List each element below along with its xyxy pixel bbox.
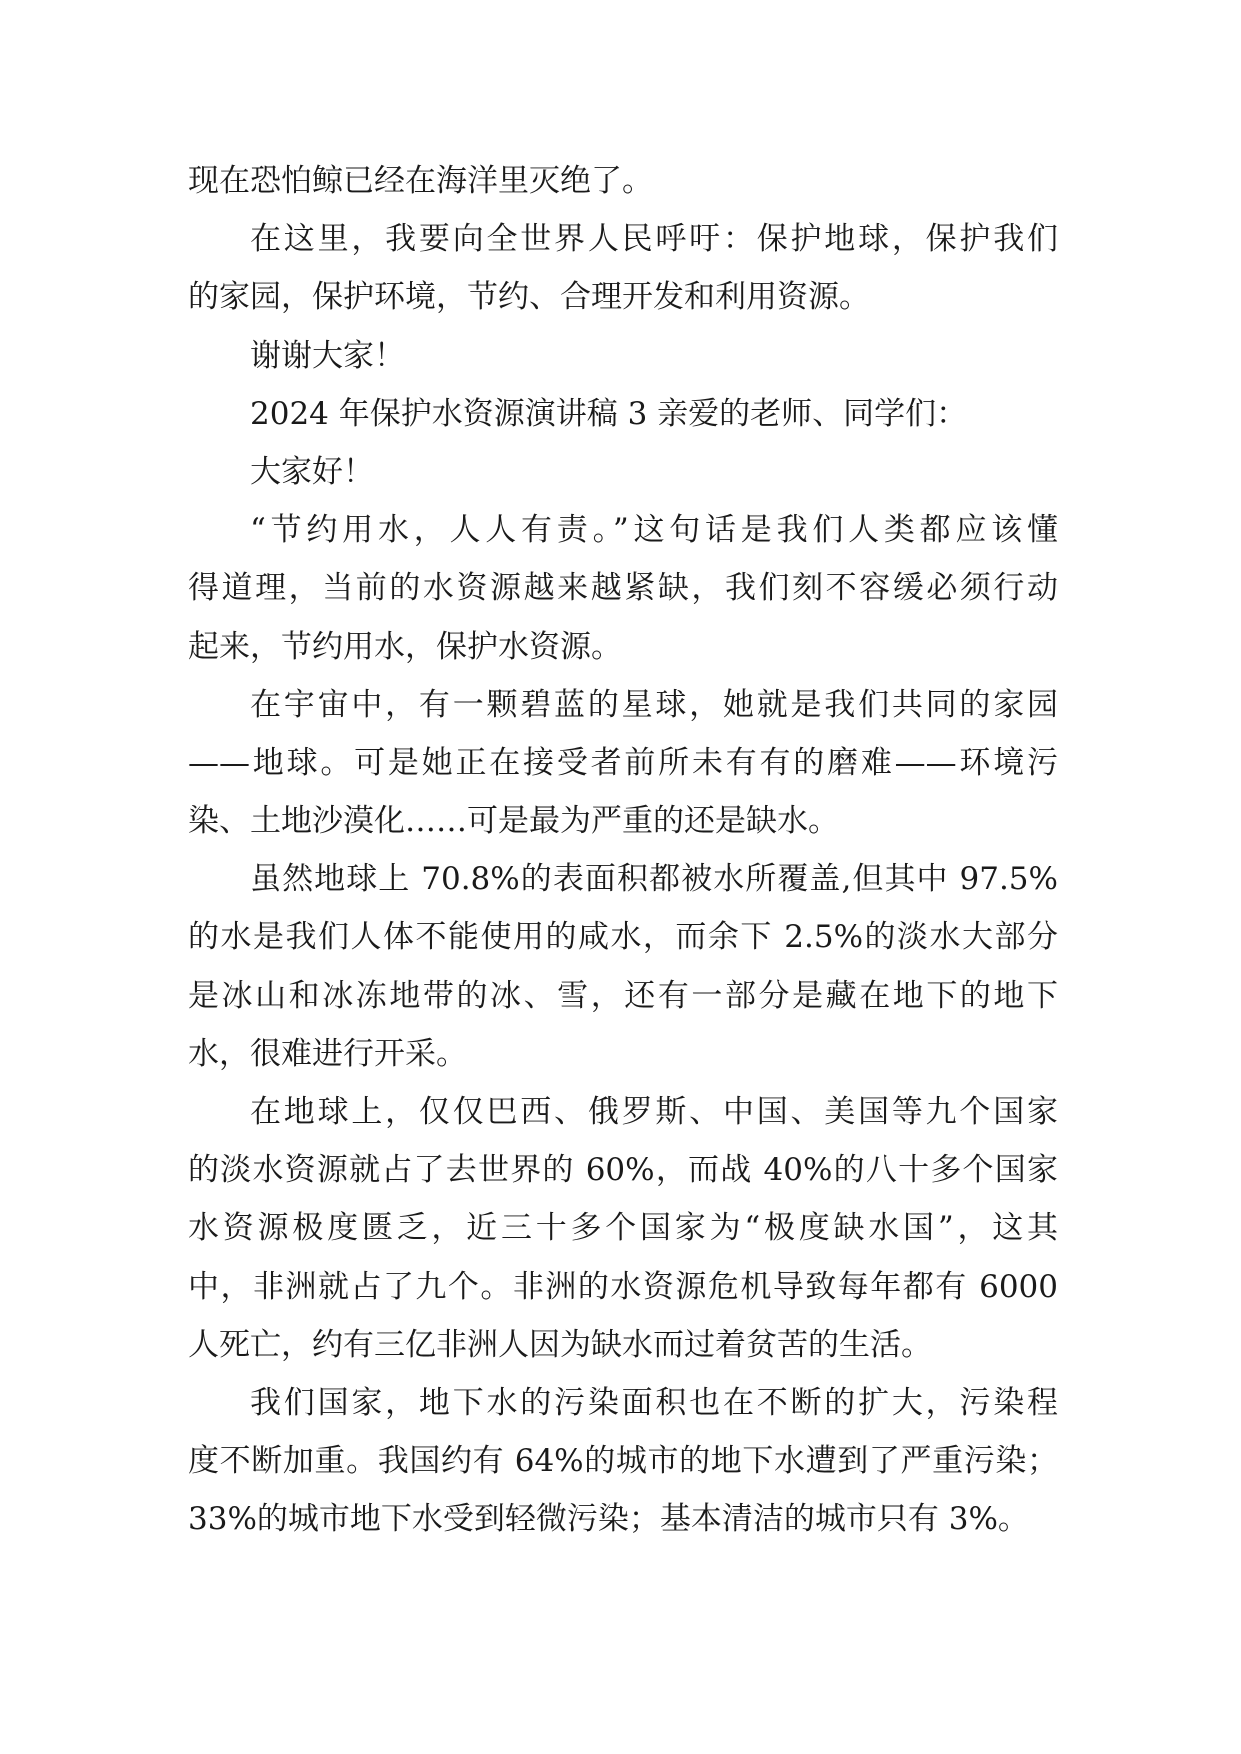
text-line: ——地球。可是她正在接受者前所未有有的磨难——环境污: [188, 744, 1058, 781]
text-line: 中，非洲就占了九个。非洲的水资源危机导致每年都有 6000: [188, 1268, 1058, 1305]
text-line: 现在恐怕鲸已经在海洋里灭绝了。: [188, 163, 653, 199]
text-line: 33%的城市地下水受到轻微污染；基本清洁的城市只有 3%。: [188, 1501, 1029, 1538]
text-line: 度不断加重。我国约有 64%的城市的地下水遭到了严重污染；: [188, 1443, 1058, 1480]
text-line: 的家园，保护环境，节约、合理开发和利用资源。: [188, 279, 870, 316]
text-line: 虽然地球上 70.8%的表面积都被水所覆盖,但其中 97.5%: [250, 861, 1058, 898]
text-line: 大家好！: [250, 453, 374, 490]
text-line: 的水是我们人体不能使用的咸水，而余下 2.5%的淡水大部分: [188, 919, 1058, 956]
text-line: 染、土地沙漠化……可是最为严重的还是缺水。: [188, 803, 839, 840]
section-heading-line: 2024 年保护水资源演讲稿 3 亲爱的老师、同学们：: [250, 395, 968, 432]
text-line: 水，很难进行开采。: [188, 1035, 467, 1072]
text-line: 水资源极度匮乏，近三十多个国家为“极度缺水国”，这其: [188, 1210, 1058, 1247]
document-body: [188, 152, 1058, 1549]
text-line: 在这里，我要向全世界人民呼吁：保护地球，保护我们: [250, 221, 1058, 258]
text-line: 的淡水资源就占了去世界的 60%，而战 40%的八十多个国家: [188, 1152, 1058, 1189]
text-line: 谢谢大家！: [250, 337, 405, 374]
text-line: “节约用水，人人有责。”这句话是我们人类都应该懂: [250, 512, 1058, 549]
text-line: 得道理，当前的水资源越来越紧缺，我们刻不容缓必须行动: [188, 570, 1058, 607]
text-line: 起来，节约用水，保护水资源。: [188, 628, 622, 665]
text-line: 是冰山和冰冻地带的冰、雪，还有一部分是藏在地下的地下: [188, 977, 1058, 1014]
text-line: 在地球上，仅仅巴西、俄罗斯、中国、美国等九个国家: [250, 1094, 1058, 1130]
text-line: 人死亡，约有三亿非洲人因为缺水而过着贫苦的生活。: [188, 1326, 932, 1363]
text-line: 在宇宙中，有一颗碧蓝的星球，她就是我们共同的家园: [250, 686, 1058, 723]
text-line: 我们国家，地下水的污染面积也在不断的扩大，污染程: [250, 1384, 1058, 1421]
